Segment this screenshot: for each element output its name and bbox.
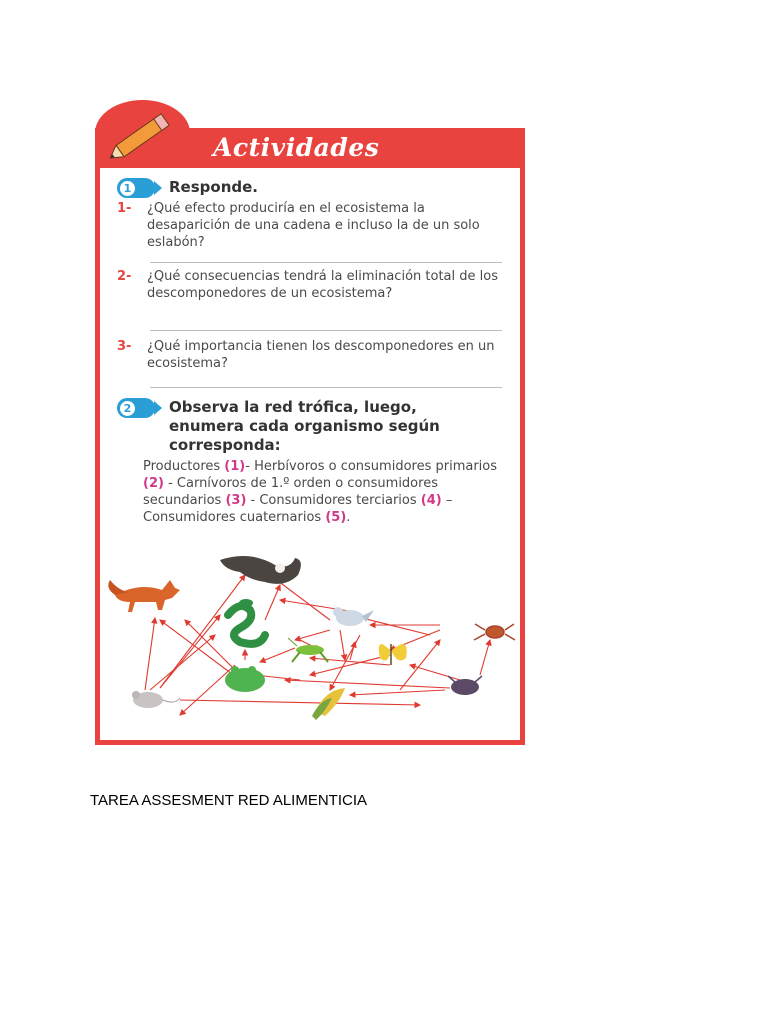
section-2-badge bbox=[117, 398, 155, 418]
corn-icon bbox=[312, 688, 345, 720]
question-text: ¿Qué importancia tienen los descomponedores en un ecosistema? bbox=[147, 339, 495, 371]
section-2-number: 2 bbox=[120, 401, 135, 416]
level-code: (2) bbox=[143, 476, 164, 491]
question-3 bbox=[117, 338, 507, 372]
level-label: Herbívoros o consumidores primarios bbox=[254, 459, 498, 474]
trophic-levels: Productores (1)- Herbívoros o consumidores primarios (2) - Carnívoros de 1.º orden o consumidores secundarios (3) - Consumidores terciarios (4) – Consumidores cuaternarios (5). bbox=[143, 459, 498, 525]
level-code: (1) bbox=[224, 459, 246, 474]
bird-icon bbox=[333, 607, 374, 626]
pencil-badge bbox=[95, 100, 190, 166]
answer-line bbox=[150, 330, 502, 331]
spider-icon bbox=[474, 624, 515, 640]
section-1-title: Responde. bbox=[169, 178, 258, 196]
mouse-icon bbox=[132, 691, 180, 708]
card-title: Actividades bbox=[213, 133, 380, 162]
question-1 bbox=[117, 200, 507, 251]
level-label: Productores bbox=[143, 459, 221, 474]
activity-card bbox=[95, 100, 525, 745]
question-text: ¿Qué consecuencias tendrá la eliminación total de los descomponedores de un ecosistema? bbox=[147, 269, 498, 301]
level-label: Consumidores cuaternarios bbox=[143, 510, 322, 525]
question-2 bbox=[117, 268, 507, 302]
butterfly-icon bbox=[379, 644, 407, 665]
section-2-title: Observa la red trófica, luego, enumera cada organismo según corresponda: bbox=[169, 398, 440, 454]
fox-icon bbox=[108, 580, 180, 612]
food-web-arrows bbox=[145, 575, 490, 715]
answer-line bbox=[150, 262, 502, 263]
frog-icon bbox=[225, 666, 265, 692]
level-code: (4) bbox=[420, 493, 442, 508]
pencil-icon bbox=[95, 100, 190, 166]
level-label: Consumidores terciarios bbox=[259, 493, 417, 508]
section-1-number: 1 bbox=[120, 181, 135, 196]
beetle-icon bbox=[448, 676, 482, 695]
food-web-diagram bbox=[100, 540, 520, 730]
level-code: (5) bbox=[325, 510, 347, 525]
level-label: Carnívoros de 1.º orden o consumidores secundarios bbox=[143, 476, 438, 508]
snake-icon bbox=[228, 599, 265, 644]
eagle-icon bbox=[220, 556, 301, 584]
question-number: 2- bbox=[117, 269, 132, 284]
document-caption: TAREA ASSESMENT RED ALIMENTICIA bbox=[90, 792, 368, 809]
section-1-badge bbox=[117, 178, 155, 198]
question-text: ¿Qué efecto produciría en el ecosistema la desaparición de una cadena e incluso la de un solo eslabón? bbox=[147, 201, 480, 250]
section-1-header bbox=[117, 178, 258, 198]
question-number: 1- bbox=[117, 201, 132, 216]
level-code: (3) bbox=[225, 493, 247, 508]
answer-line bbox=[150, 387, 502, 388]
section-2-header bbox=[117, 398, 469, 455]
question-number: 3- bbox=[117, 339, 132, 354]
grasshopper-icon bbox=[288, 638, 328, 662]
